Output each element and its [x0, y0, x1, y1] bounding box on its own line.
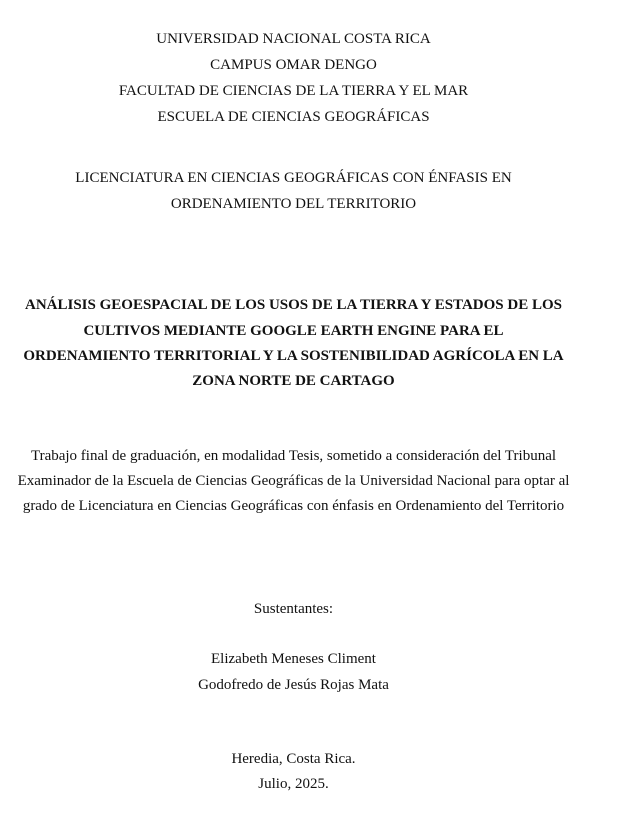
degree-line: ORDENAMIENTO DEL TERRITORIO: [170, 196, 417, 212]
faculty-name: FACULTAD DE CIENCIAS DE LA TIERRA Y EL MAR: [118, 83, 469, 99]
author-name: Godofredo de Jesús Rojas Mata: [198, 677, 389, 693]
description-line: Trabajo final de graduación, en modalidad Tesis, sometido a consideración del Tribunal: [30, 448, 557, 464]
authors-label: Sustentantes:: [253, 601, 334, 617]
title-line: CULTIVOS MEDIANTE GOOGLE EARTH ENGINE PARA EL: [83, 323, 504, 339]
degree-line: LICENCIATURA EN CIENCIAS GEOGRÁFICAS CON ÉNFASIS EN: [75, 170, 512, 186]
location: Heredia, Costa Rica.: [231, 751, 356, 767]
university-name: UNIVERSIDAD NACIONAL COSTA RICA: [156, 31, 431, 47]
campus-name: CAMPUS OMAR DENGO: [210, 57, 377, 73]
title-line: ZONA NORTE DE CARTAGO: [192, 373, 395, 389]
title-line: ANÁLISIS GEOESPACIAL DE LOS USOS DE LA TIERRA Y ESTADOS DE LOS: [25, 297, 562, 313]
school-name: ESCUELA DE CIENCIAS GEOGRÁFICAS: [157, 109, 430, 125]
description-line: Examinador de la Escuela de Ciencias Geográficas de la Universidad Nacional para optar al: [17, 473, 570, 489]
date: Julio, 2025.: [258, 776, 329, 792]
title-line: ORDENAMIENTO TERRITORIAL Y LA SOSTENIBILIDAD AGRÍCOLA EN LA: [23, 348, 564, 364]
author-name: Elizabeth Meneses Climent: [211, 651, 376, 667]
description-line: grado de Licenciatura en Ciencias Geográficas con énfasis en Ordenamiento del Territorio: [22, 498, 565, 514]
